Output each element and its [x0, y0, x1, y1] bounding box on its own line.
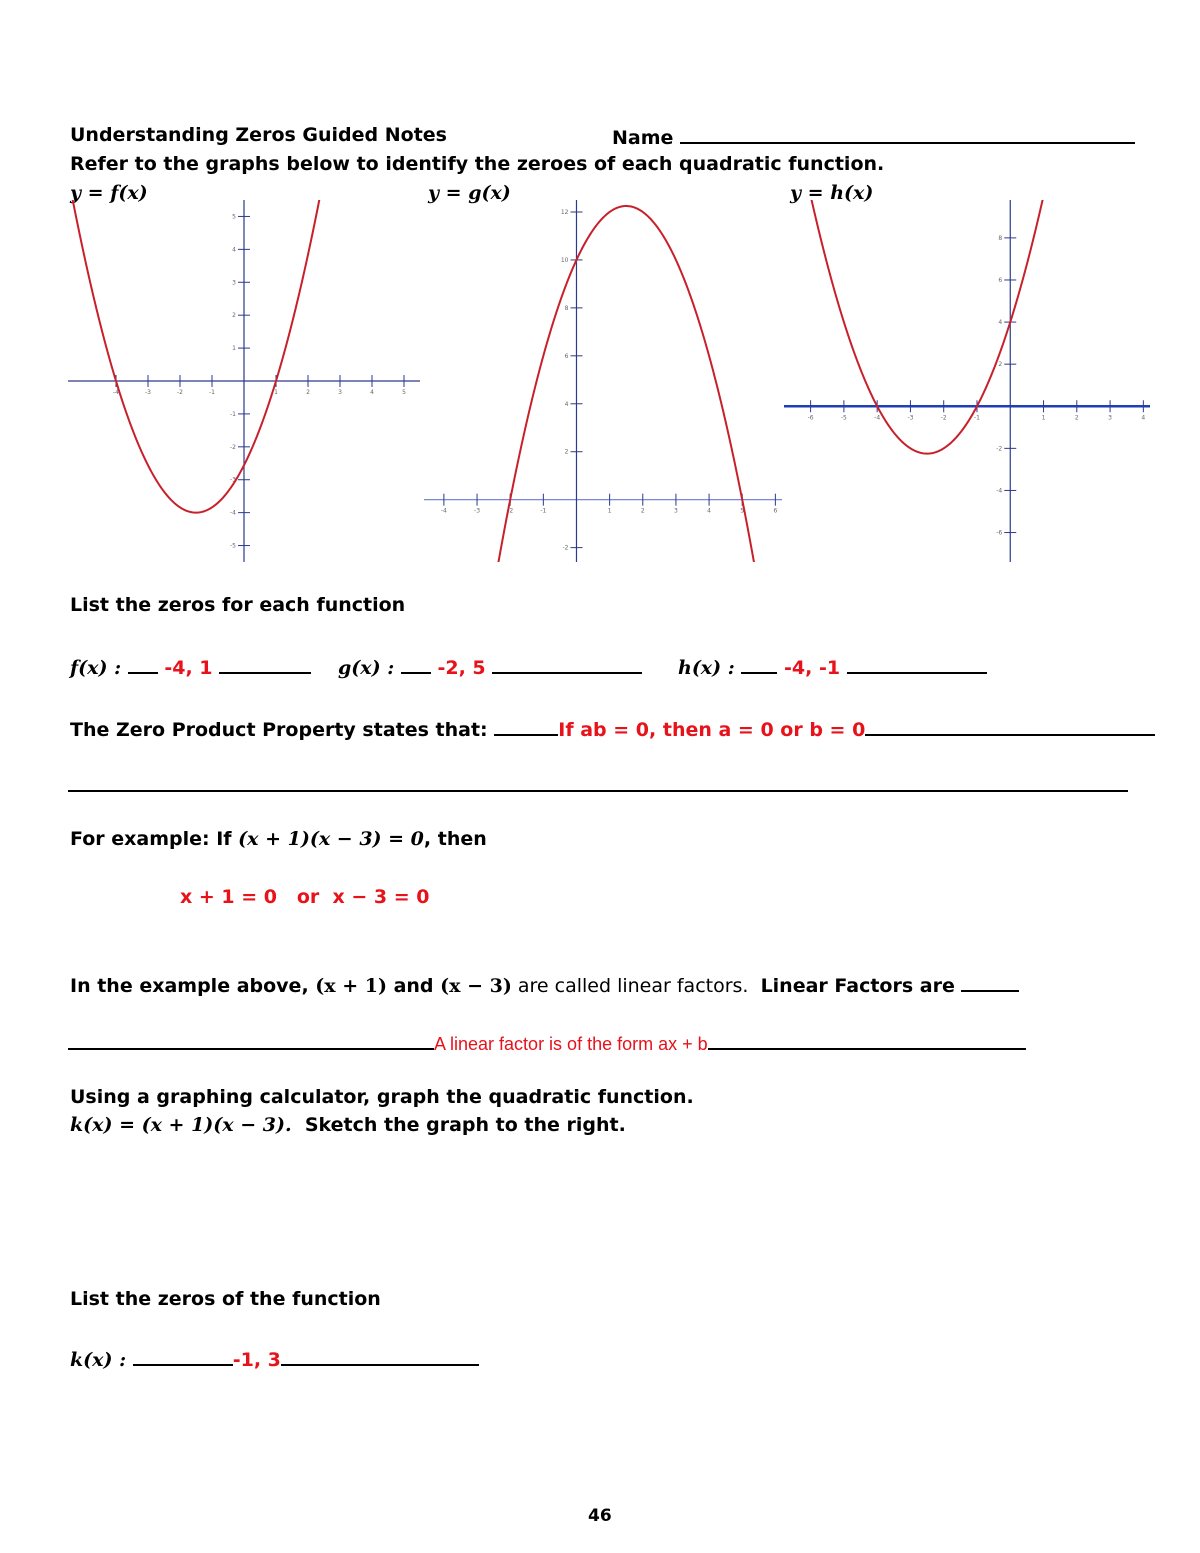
graph-h-label: y = h(x) [790, 182, 874, 204]
x-tick-label: -4 [874, 414, 881, 422]
y-tick-label: -2 [562, 544, 569, 552]
name-label-text: Name [612, 127, 674, 149]
x-tick-label: -1 [973, 414, 980, 422]
g-answer[interactable]: -2, 5 [437, 657, 486, 679]
linear-bold: Linear Factors are [760, 975, 955, 997]
x-tick-label: 5 [740, 507, 745, 515]
calc-equation: k(x) = (x + 1)(x − 3). [70, 1114, 292, 1136]
zpp-second-line[interactable] [68, 790, 1128, 792]
linear-row [70, 972, 1019, 997]
y-tick-label: -2 [996, 445, 1003, 453]
linear-answer[interactable]: A linear factor is of the form ax + b [434, 1034, 708, 1054]
k-answer[interactable]: -1, 3 [232, 1349, 281, 1371]
x-tick-label: -1 [209, 389, 215, 396]
g-blank-pre [401, 654, 431, 674]
linear-answer-row [68, 1030, 1026, 1055]
h-label: h(x) : [678, 657, 735, 679]
x-tick-label: -2 [940, 414, 947, 422]
zpp-blank-pre [494, 716, 558, 736]
example-prefix: For example: If [70, 828, 239, 850]
x-tick-label: -2 [507, 507, 514, 515]
h-zeros-row [678, 654, 987, 679]
y-tick-label: 4 [564, 400, 569, 408]
h-blank-post [847, 654, 987, 674]
graph-f-label: y = f(x) [70, 182, 148, 204]
page-title: Understanding Zeros Guided Notes [70, 124, 447, 146]
x-tick-label: 6 [773, 507, 778, 515]
x-tick-label: -3 [474, 507, 481, 515]
h-answer[interactable]: -4, -1 [784, 657, 841, 679]
g-label: g(x) : [338, 657, 395, 679]
g-blank-post [492, 654, 642, 674]
x-tick-label: 1 [274, 389, 278, 396]
x-tick-label: -3 [907, 414, 914, 422]
x-tick-label: 4 [370, 389, 374, 396]
y-tick-label: 12 [560, 208, 569, 216]
zpp-suffix: states that: [355, 719, 488, 741]
k-zeros-row [70, 1346, 479, 1371]
g-zeros-row [338, 654, 642, 679]
f-blank-pre [128, 654, 158, 674]
y-tick-label: -5 [230, 542, 236, 550]
f-answer[interactable]: -4, 1 [164, 657, 213, 679]
linear-mid: are called linear factors. [511, 975, 761, 997]
linear-factor-1: (x + 1) [315, 975, 387, 997]
y-tick-label: 1 [232, 345, 236, 353]
y-tick-label: 4 [998, 319, 1003, 327]
y-tick-label: -3 [230, 476, 236, 484]
x-tick-label: 4 [1141, 414, 1146, 422]
x-tick-label: -4 [440, 507, 447, 515]
graph-g [424, 200, 782, 562]
zpp-blank-post [865, 716, 1155, 736]
example-suffix: , then [423, 828, 487, 850]
linear-prefix: In the example above, [70, 975, 316, 997]
y-tick-label: 6 [564, 352, 569, 360]
x-tick-label: -1 [540, 507, 547, 515]
y-tick-label: 3 [232, 279, 236, 287]
calc-line-1: Using a graphing calculator, graph the quadratic function. [70, 1086, 694, 1108]
linear-factor-2: (x − 3) [440, 975, 512, 997]
y-tick-label: 6 [998, 276, 1003, 284]
k-blank-post [281, 1346, 479, 1366]
example-row [70, 828, 487, 850]
example-equation: (x + 1)(x − 3) = 0 [238, 828, 424, 850]
calc-sketch-text: Sketch the graph to the right. [291, 1114, 626, 1136]
y-tick-label: 2 [564, 448, 569, 456]
zpp-answer[interactable]: If ab = 0, then a = 0 or b = 0 [558, 719, 866, 741]
y-tick-label: -1 [230, 410, 236, 418]
x-tick-label: 3 [1108, 414, 1112, 422]
zpp-prefix: The [70, 719, 116, 741]
linear-blank-end [961, 972, 1019, 992]
y-tick-label: 10 [560, 256, 569, 264]
list-k-prompt: List the zeros of the function [70, 1288, 381, 1310]
y-tick-label: -4 [996, 487, 1003, 495]
name-label [612, 124, 1135, 149]
y-tick-label: -2 [230, 443, 236, 451]
parabola-curve [784, 200, 1150, 454]
h-blank-pre [741, 654, 777, 674]
page-number: 46 [588, 1506, 612, 1526]
x-tick-label: 3 [674, 507, 678, 515]
f-label: f(x) : [70, 657, 122, 679]
y-tick-label: 2 [232, 312, 236, 320]
x-tick-label: 2 [1074, 414, 1079, 422]
f-blank-post [219, 654, 311, 674]
x-tick-label: -5 [840, 414, 847, 422]
graph-h [784, 200, 1150, 562]
zpp-bold: Zero Product Property [116, 719, 356, 741]
linear-blank-pre [68, 1030, 434, 1050]
calc-line-2 [70, 1114, 626, 1136]
name-blank[interactable] [680, 124, 1135, 144]
x-tick-label: 1 [1041, 414, 1046, 422]
y-tick-label: -6 [996, 529, 1003, 537]
x-tick-label: 1 [607, 507, 612, 515]
x-tick-label: 4 [707, 507, 711, 515]
y-tick-label: 4 [232, 246, 236, 254]
x-tick-label: 2 [306, 389, 310, 396]
linear-and: and [386, 975, 441, 997]
y-tick-label: 8 [998, 234, 1003, 242]
linear-blank-post [708, 1030, 1026, 1050]
y-tick-label: 2 [998, 361, 1003, 369]
instruction-text: Refer to the graphs below to identify the zeroes of each quadratic function. [70, 153, 885, 175]
y-tick-label: 5 [232, 213, 236, 221]
y-tick-label: -4 [230, 509, 236, 517]
f-zeros-row [70, 654, 311, 679]
x-tick-label: 3 [338, 389, 342, 396]
zpp-row [70, 716, 1155, 741]
x-tick-label: 5 [402, 389, 406, 396]
x-tick-label: -6 [807, 414, 814, 422]
k-label: k(x) : [70, 1349, 127, 1371]
k-blank-pre [133, 1346, 233, 1366]
graph-g-label: y = g(x) [428, 182, 511, 204]
example-answer[interactable]: x + 1 = 0 or x − 3 = 0 [180, 886, 430, 908]
x-tick-label: -4 [113, 389, 119, 396]
graph-f [68, 200, 420, 562]
x-tick-label: 2 [640, 507, 645, 515]
x-tick-label: -3 [145, 389, 151, 396]
x-tick-label: -2 [177, 389, 183, 396]
list-zeros-prompt: List the zeros for each function [70, 594, 406, 616]
y-tick-label: 8 [564, 304, 569, 312]
